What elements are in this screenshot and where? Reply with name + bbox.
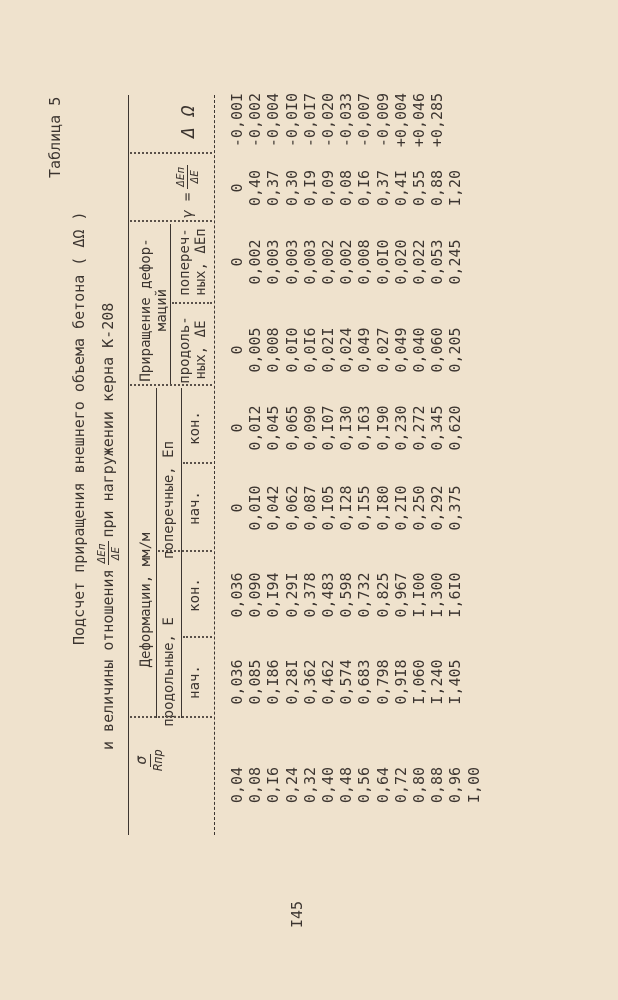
table-cell: 0,I6 bbox=[264, 766, 283, 804]
table-cell: 0,005 bbox=[246, 327, 265, 373]
table-cell: I,20 bbox=[446, 169, 465, 207]
table-cell: 0,24 bbox=[282, 766, 301, 804]
table-cell: 0,574 bbox=[337, 659, 356, 705]
table-cell: 0,0I0 bbox=[282, 327, 301, 373]
table-cell: 0,062 bbox=[282, 485, 301, 531]
table-cell: 0,375 bbox=[446, 485, 465, 531]
table-cell: 0,085 bbox=[246, 659, 265, 705]
header-gamma-num: ΔEп bbox=[174, 166, 187, 187]
table-cell: 0,732 bbox=[355, 572, 374, 618]
header-incr-long-2: ных, ΔE bbox=[193, 320, 209, 380]
page-number: I45 bbox=[288, 900, 306, 928]
table-cell: I,I00 bbox=[410, 572, 428, 618]
table-cell: 0,205 bbox=[446, 327, 465, 373]
table-cell: I,240 bbox=[428, 659, 447, 705]
header-incr-long-1: продоль- bbox=[177, 316, 193, 384]
title-part2: при нагружении керна К-208 bbox=[99, 302, 117, 538]
table-cell: 0,798 bbox=[373, 659, 392, 705]
table-cell: 0,I07 bbox=[319, 405, 337, 451]
table-cell: +0,285 bbox=[428, 92, 447, 148]
table-cell: 0,024 bbox=[337, 327, 356, 373]
table-cell: 0,250 bbox=[410, 485, 428, 531]
table-cell: 0,087 bbox=[300, 485, 319, 531]
table-cell: 0,483 bbox=[319, 572, 337, 618]
table-cell: 0,09 bbox=[319, 169, 337, 207]
table-cell: 0,022 bbox=[410, 239, 428, 285]
header-ratio-num: σ bbox=[132, 755, 150, 765]
table-cell: 0,02I bbox=[319, 327, 337, 373]
table-cell: 0,55 bbox=[410, 169, 428, 207]
col-divider bbox=[130, 716, 212, 718]
table-cell: 0,0I2 bbox=[246, 405, 265, 451]
col-divider bbox=[130, 152, 212, 154]
table-cell: 0 bbox=[228, 503, 246, 513]
col-divider bbox=[158, 550, 212, 552]
header-delta-omega: Δ Ω bbox=[178, 105, 199, 138]
table-cell: 0,040 bbox=[410, 327, 428, 373]
table-cell: 0,003 bbox=[282, 239, 301, 285]
table-cell: I,6I0 bbox=[446, 572, 465, 618]
table-cell: 0,I05 bbox=[319, 485, 337, 531]
table-title-line1: Подсчет приращения внешнего объема бетона ( ΔΩ ) bbox=[70, 211, 88, 645]
table-cell: 0,I94 bbox=[264, 572, 283, 618]
header-trans-end: кон. bbox=[187, 411, 203, 445]
table-cell: I,405 bbox=[446, 659, 465, 705]
table-cell: 0,29I bbox=[282, 572, 301, 618]
table-cell: 0,I86 bbox=[264, 659, 283, 705]
table-cell: 0,2I0 bbox=[391, 485, 410, 531]
header-trans-start: нач. bbox=[187, 491, 203, 525]
table-cell: 0,008 bbox=[264, 327, 283, 373]
table-cell: 0,045 bbox=[264, 405, 283, 451]
header-gamma bbox=[175, 161, 200, 218]
table-cell: 0,090 bbox=[300, 405, 319, 451]
table-cell: 0,003 bbox=[300, 239, 319, 285]
table-cell: 0,362 bbox=[300, 659, 319, 705]
table-cell: 0,053 bbox=[428, 239, 447, 285]
table-cell: 0,I80 bbox=[373, 485, 392, 531]
table-cell: 0,04 bbox=[228, 766, 246, 804]
table-cell: 0,80 bbox=[410, 766, 428, 804]
table-cell: 0,345 bbox=[428, 405, 447, 451]
table-cell: 0,245 bbox=[446, 239, 465, 285]
table-top-rule bbox=[128, 95, 129, 835]
table-cell: 0,40 bbox=[319, 766, 337, 804]
title-fraction bbox=[96, 542, 121, 566]
table-cell: 0,378 bbox=[300, 572, 319, 618]
table-cell: 0,28I bbox=[282, 659, 301, 705]
table-cell: 0,0I0 bbox=[246, 485, 265, 531]
table-cell: 0,30 bbox=[282, 169, 301, 207]
table-cell: 0,272 bbox=[410, 405, 428, 451]
header-bottom-rule bbox=[214, 95, 215, 835]
table-cell: 0,I30 bbox=[337, 405, 356, 451]
title-frac-num: ΔEп bbox=[95, 543, 108, 564]
col-divider bbox=[172, 302, 212, 304]
table-cell: 0,96 bbox=[446, 766, 465, 804]
table-cell: 0,08 bbox=[337, 169, 356, 207]
table-cell: 0,060 bbox=[428, 327, 447, 373]
table-cell: 0,049 bbox=[355, 327, 374, 373]
header-increment: Приращение дефор- bbox=[138, 238, 154, 382]
table-cell: 0,230 bbox=[391, 405, 410, 451]
table-cell: 0,036 bbox=[228, 659, 246, 705]
table-cell: 0,042 bbox=[264, 485, 283, 531]
table-cell: 0,292 bbox=[428, 485, 447, 531]
table-cell: -0,009 bbox=[373, 92, 392, 148]
table-cell: 0,002 bbox=[337, 239, 356, 285]
header-incr-trans-1: попереч- bbox=[177, 228, 193, 296]
table-cell: 0,I90 bbox=[373, 405, 392, 451]
table-cell: 0,9I8 bbox=[391, 659, 410, 705]
table-cell: -0,00I bbox=[228, 92, 246, 148]
table-cell: +0,046 bbox=[410, 92, 428, 148]
table-cell: 0,967 bbox=[391, 572, 410, 618]
table-cell: 0,4I bbox=[391, 169, 410, 207]
table-cell: 0,003 bbox=[264, 239, 283, 285]
header-long-end: кон. bbox=[187, 578, 203, 612]
table-cell: 0,598 bbox=[337, 572, 356, 618]
table-cell: -0,0I7 bbox=[300, 92, 319, 148]
table-cell: 0,462 bbox=[319, 659, 337, 705]
table-cell: 0,72 bbox=[391, 766, 410, 804]
table-cell: 0,002 bbox=[319, 239, 337, 285]
table-cell: 0,002 bbox=[246, 239, 265, 285]
table-cell: 0,48 bbox=[337, 766, 356, 804]
table-cell: 0,I9 bbox=[300, 169, 319, 207]
table-cell: 0,64 bbox=[373, 766, 392, 804]
col-divider bbox=[130, 220, 212, 222]
table-label: Таблица 5 bbox=[46, 96, 64, 178]
table-cell: 0,88 bbox=[428, 766, 447, 804]
table-cell: 0,620 bbox=[446, 405, 465, 451]
title-part1: и величины отношения bbox=[99, 569, 117, 750]
table-cell: 0,I63 bbox=[355, 405, 374, 451]
col-divider bbox=[183, 636, 212, 638]
table-cell: 0,08 bbox=[246, 766, 265, 804]
header-gamma-den: ΔE bbox=[188, 170, 201, 184]
table-cell: 0,065 bbox=[282, 405, 301, 451]
table-cell: 0,56 bbox=[355, 766, 374, 804]
table-cell: 0,0I6 bbox=[300, 327, 319, 373]
table-cell: -0,033 bbox=[337, 92, 356, 148]
table-cell: 0,32 bbox=[300, 766, 319, 804]
table-cell: 0,I6 bbox=[355, 169, 374, 207]
table-cell: -0,020 bbox=[319, 92, 337, 148]
deformations-rule bbox=[156, 388, 157, 718]
table-cell: 0,049 bbox=[391, 327, 410, 373]
table-cell: I,060 bbox=[410, 659, 428, 705]
table-cell: 0,825 bbox=[373, 572, 392, 618]
table-cell: I,00 bbox=[464, 766, 483, 804]
table-cell: 0,008 bbox=[355, 239, 374, 285]
table-cell: +0,004 bbox=[391, 92, 410, 148]
table-cell: 0,683 bbox=[355, 659, 374, 705]
table-cell: 0 bbox=[228, 423, 246, 433]
col-divider bbox=[130, 384, 212, 386]
title-frac-den: ΔE bbox=[109, 546, 122, 561]
col-divider bbox=[183, 462, 212, 464]
table-cell: 0,027 bbox=[373, 327, 392, 373]
header-long-start: нач. bbox=[187, 665, 203, 699]
table-cell: 0 bbox=[228, 345, 246, 355]
header-ratio bbox=[134, 745, 164, 775]
table-cell: -0,0I0 bbox=[282, 92, 301, 148]
table-cell: 0 bbox=[228, 257, 246, 267]
header-longitudinal: продольные, E bbox=[161, 617, 177, 727]
table-cell: 0,090 bbox=[246, 572, 265, 618]
table-cell: -0,007 bbox=[355, 92, 374, 148]
header-deformations: Деформации, мм/м bbox=[138, 532, 154, 668]
deformations-subrule bbox=[181, 388, 182, 718]
increment-rule bbox=[170, 224, 171, 384]
table-cell: 0,37 bbox=[264, 169, 283, 207]
table-cell: 0,I28 bbox=[337, 485, 356, 531]
table-cell: 0,020 bbox=[391, 239, 410, 285]
header-gamma-lhs: γ = bbox=[179, 192, 196, 218]
table-cell: 0,I55 bbox=[355, 485, 374, 531]
header-incr-trans-2: ных, ΔEп bbox=[193, 228, 209, 296]
table-cell: 0,37 bbox=[373, 169, 392, 207]
table-cell: 0,40 bbox=[246, 169, 265, 207]
table-cell: 0,0I0 bbox=[373, 239, 392, 285]
header-transverse: поперечные, Eп bbox=[161, 440, 177, 560]
table-cell: -0,004 bbox=[264, 92, 283, 148]
table-cell: 0 bbox=[228, 183, 246, 193]
table-cell: 0,88 bbox=[428, 169, 447, 207]
header-increment-2: маций bbox=[154, 288, 170, 332]
table-cell: I,300 bbox=[428, 572, 447, 618]
table-title-line2 bbox=[96, 303, 121, 750]
table-cell: 0,036 bbox=[228, 572, 246, 618]
header-ratio-den: Rпр bbox=[151, 749, 165, 771]
table-cell: -0,002 bbox=[246, 92, 265, 148]
